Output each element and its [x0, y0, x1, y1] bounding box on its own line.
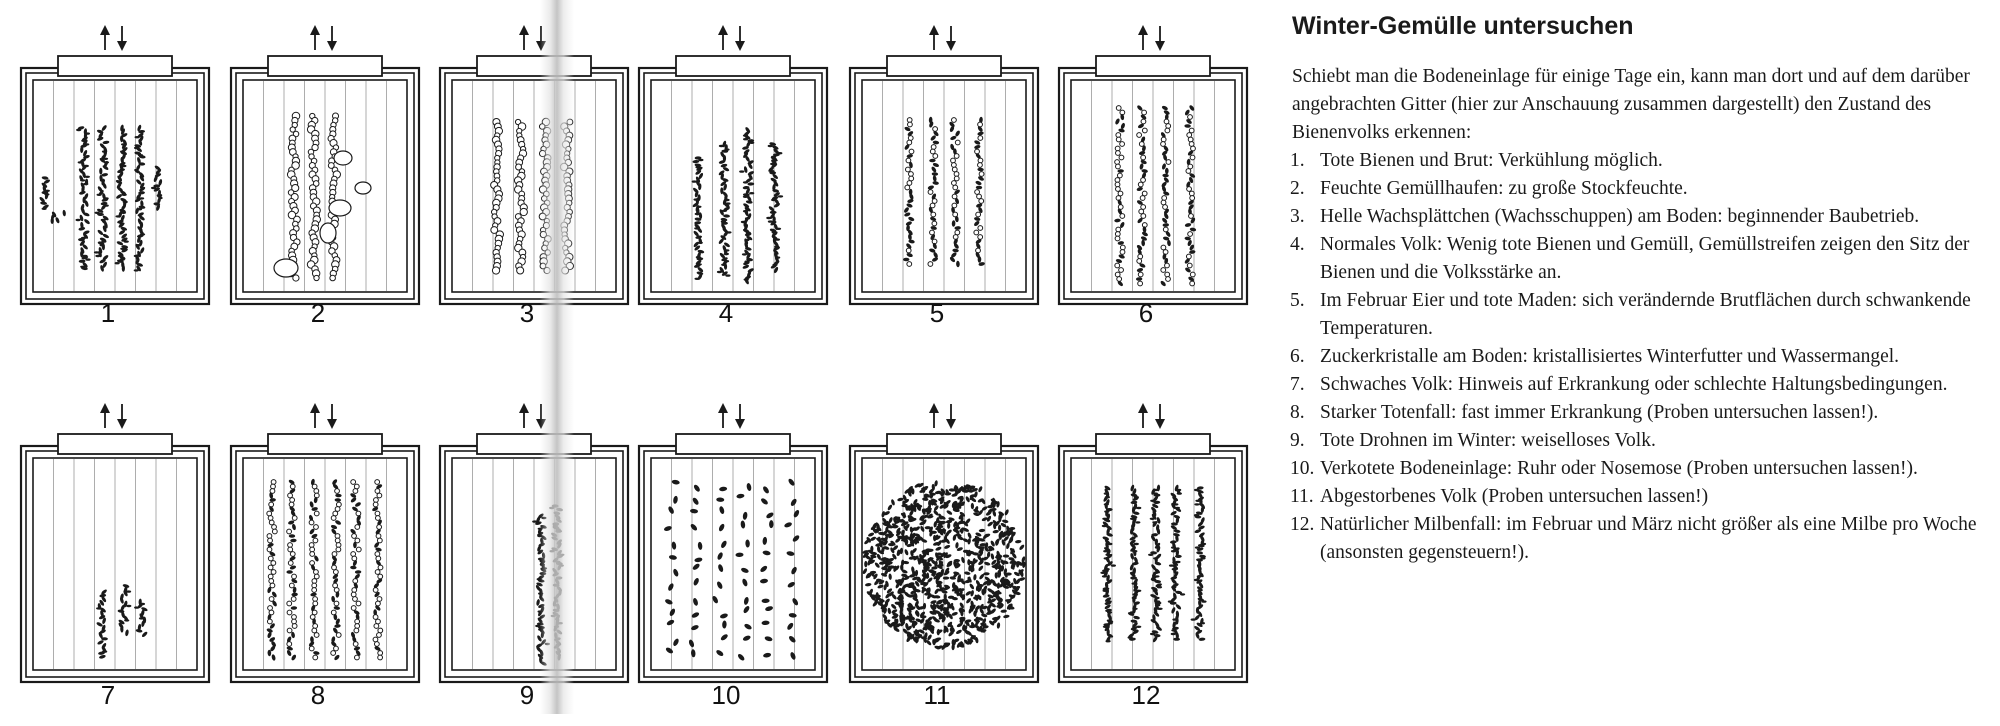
diagnosis-item: [1290, 175, 1990, 203]
item-text: Natürlicher Milbenfall: im Februar und März nicht größer als eine Milbe pro Woche (ansonsten gegensteuern!).: [1320, 514, 1977, 563]
item-number: 5.: [1290, 290, 1305, 311]
figure-number: 12: [1131, 680, 1161, 710]
figure-number: 8: [310, 680, 326, 710]
item-text: Verkotete Bodeneinlage: Ruhr oder Nosemose (Proben untersuchen lassen!).: [1320, 458, 1918, 479]
item-number: 12.: [1290, 514, 1315, 535]
intro-paragraph: Schiebt man die Bodeneinlage für einige Tage ein, kann man dort und auf dem darüber angebrachten Gitter (hier zur Anschauung zusammen dargestellt) den Zustand des Bienenvolks erkennen:: [1292, 66, 1970, 143]
figure-number: 7: [100, 680, 116, 710]
item-text: Abgestorbenes Volk (Proben untersuchen lassen!): [1320, 486, 1709, 507]
diagnosis-item: [1290, 427, 1990, 455]
item-text: Feuchte Gemüllhaufen: zu große Stockfeuchte.: [1320, 178, 1688, 199]
figure-number: 5: [929, 298, 945, 328]
item-number: 6.: [1290, 346, 1305, 367]
diagnosis-item: [1290, 231, 1990, 287]
item-number: 2.: [1290, 178, 1305, 199]
item-text: Starker Totenfall: fast immer Erkrankung (Proben untersuchen lassen!).: [1320, 402, 1879, 423]
diagnosis-item: [1290, 343, 1990, 371]
item-number: 9.: [1290, 430, 1305, 451]
diagnosis-item: [1290, 371, 1990, 399]
item-number: 4.: [1290, 234, 1305, 255]
figure-number: 1: [100, 298, 116, 328]
figure-number: 3: [519, 298, 535, 328]
item-text: Zuckerkristalle am Boden: kristallisiertes Winterfutter und Wassermangel.: [1320, 346, 1900, 367]
item-number: 1.: [1290, 150, 1305, 171]
figure-number: 11: [923, 680, 951, 710]
diagnosis-item: [1290, 203, 1990, 231]
item-text: Helle Wachsplättchen (Wachsschuppen) am Boden: beginnender Baubetrieb.: [1320, 206, 1920, 227]
diagnosis-item: [1290, 287, 1990, 343]
item-text: Im Februar Eier und tote Maden: sich verändernde Brutflächen durch schwankende Temperaturen.: [1320, 290, 1971, 339]
diagnosis-item: [1290, 511, 1990, 567]
item-text: Tote Drohnen im Winter: weiselloses Volk.: [1320, 430, 1656, 451]
item-number: 11.: [1290, 486, 1314, 507]
item-number: 3.: [1290, 206, 1305, 227]
text-column: [1290, 8, 1990, 567]
figure-number: 2: [310, 298, 326, 328]
item-number: 7.: [1290, 374, 1305, 395]
diagnosis-item: [1290, 147, 1990, 175]
diagnosis-item: [1290, 455, 1990, 483]
diagnosis-item: [1290, 483, 1990, 511]
figure-number: 4: [718, 298, 734, 328]
item-text: Tote Bienen und Brut: Verkühlung möglich.: [1320, 150, 1663, 171]
figure-number: 10: [711, 680, 741, 710]
item-number: 8.: [1290, 402, 1305, 423]
item-number: 10.: [1290, 458, 1315, 479]
figure-number: 6: [1138, 298, 1154, 328]
item-text: Normales Volk: Wenig tote Bienen und Gemüll, Gemüllstreifen zeigen den Sitz der Bienen und die Volksstärke an.: [1320, 234, 1970, 283]
item-text: Schwaches Volk: Hinweis auf Erkrankung oder schlechte Haltungsbedingungen.: [1320, 374, 1948, 395]
diagnosis-item: [1290, 399, 1990, 427]
figure-number: 9: [519, 680, 535, 710]
page-title: Winter-Gemülle untersuchen: [1292, 12, 1634, 40]
diagnosis-list: [1290, 147, 1990, 567]
page-fold-shadow: [540, 0, 574, 714]
